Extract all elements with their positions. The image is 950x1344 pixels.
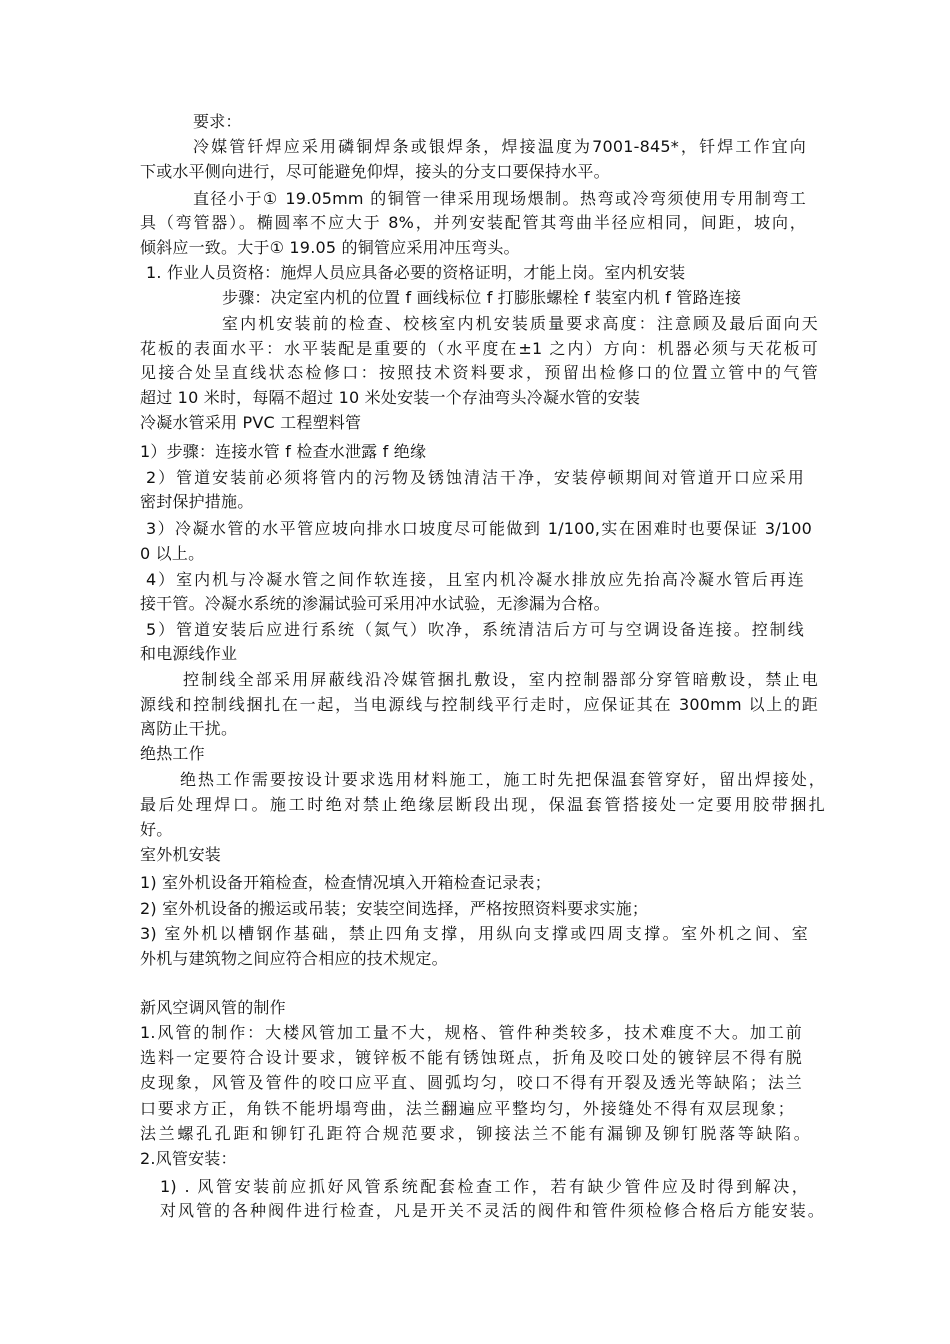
text-line: 1）步骤：连接水管 f 检查水泄露 f 绝缘 xyxy=(140,442,427,461)
text-line: 选料一定要符合设计要求，镀锌板不能有锈蚀斑点，折角及咬口处的镀锌层不得有脱 xyxy=(140,1048,802,1067)
text-line: 4）室内机与冷凝水管之间作软连接，且室内机冷凝水排放应先抬高冷凝水管后再连 xyxy=(146,570,804,589)
text-line: 2.风管安装： xyxy=(140,1149,237,1168)
text-line: 对风管的各种阀件进行检查，凡是开关不灵活的阀件和管件须检修合格后方能安装。 xyxy=(160,1201,824,1220)
text-line: 新风空调风管的制作 xyxy=(140,998,286,1017)
text-line: 密封保护措施。 xyxy=(140,492,254,511)
text-line: 下或水平侧向进行，尽可能避免仰焊，接头的分支口要保持水平。 xyxy=(140,162,610,181)
text-line: 超过 10 米时，每隔不超过 10 米处安装一个存油弯头冷凝水管的安装 xyxy=(140,388,641,407)
text-line: 绝热工作 xyxy=(140,744,205,763)
text-line: 见接合处呈直线状态检修口：按照技术资料要求，预留出检修口的位置立管中的气管 xyxy=(140,363,818,382)
text-line: 1. 作业人员资格：施焊人员应具备必要的资格证明，才能上岗。室内机安装 xyxy=(146,263,686,282)
text-line: 花板的表面水平：水平装配是重要的（水平度在±1 之内）方向：机器必须与天花板可 xyxy=(140,339,818,358)
text-line: 接干管。冷凝水系统的渗漏试验可采用冲水试验，无渗漏为合格。 xyxy=(140,594,610,613)
text-line: 室外机安装 xyxy=(140,845,222,864)
text-line: 3) 室外机以槽钢作基础，禁止四角支撑，用纵向支撑或四周支撑。室外机之间、室 xyxy=(140,924,808,943)
text-line: 倾斜应一致。大于① 19.05 的铜管应采用冲压弯头。 xyxy=(140,238,520,257)
text-line: 离防止干扰。 xyxy=(140,719,238,738)
text-line: 直径小于① 19.05mm 的铜管一律采用现场煨制。热弯或冷弯须使用专用制弯工 xyxy=(193,189,806,208)
text-line: 2）管道安装前必须将管内的污物及锈蚀清洁干净，安装停顿期间对管道开口应采用 xyxy=(146,468,804,487)
text-line: 2) 室外机设备的搬运或吊装；安装空间选择，严格按照资料要求实施； xyxy=(140,899,649,918)
text-line: 1) 室外机设备开箱检查，检查情况填入开箱检查记录表； xyxy=(140,873,551,892)
text-line: 皮现象，风管及管件的咬口应平直、圆弧均匀，咬口不得有开裂及透光等缺陷；法兰 xyxy=(140,1073,802,1092)
text-line: 3）冷凝水管的水平管应坡向排水口坡度尽可能做到 1/100,实在困难时也要保证 3/100 xyxy=(146,519,812,538)
text-line: 口要求方正，角铁不能坍塌弯曲，法兰翻遍应平整均匀，外接缝处不得有双层现象； xyxy=(140,1099,794,1118)
text-line: 冷凝水管采用 PVC 工程塑料管 xyxy=(140,413,362,432)
text-line: 法兰螺孔孔距和铆钉孔距符合规范要求，铆接法兰不能有漏铆及铆钉脱落等缺陷。 xyxy=(140,1124,810,1143)
text-line: 最后处理焊口。施工时绝对禁止绝缘层断段出现，保温套管搭接处一定要用胶带捆扎 xyxy=(140,795,825,814)
text-line: 1) . 风管安装前应抓好风管系统配套检查工作，若有缺少管件应及时得到解决， xyxy=(160,1177,808,1196)
text-line: 1.风管的制作：大楼风管加工量不大，规格、管件种类较多，技术难度不大。加工前 xyxy=(140,1023,802,1042)
text-line: 0 以上。 xyxy=(140,544,205,563)
text-line: 外机与建筑物之间应符合相应的技术规定。 xyxy=(140,949,448,968)
text-line: 要求： xyxy=(193,112,242,131)
text-line: 控制线全部采用屏蔽线沿冷媒管捆扎敷设，室内控制器部分穿管暗敷设，禁止电 xyxy=(183,670,818,689)
text-line: 好。 xyxy=(140,820,173,839)
text-line: 5）管道安装后应进行系统（氮气）吹净，系统清洁后方可与空调设备连接。控制线 xyxy=(146,620,804,639)
text-line: 冷媒管钎焊应采用磷铜焊条或银焊条，焊接温度为7001-845*，钎焊工作宜向 xyxy=(193,137,806,156)
text-line: 绝热工作需要按设计要求选用材料施工，施工时先把保温套管穿好，留出焊接处， xyxy=(180,770,825,789)
text-line: 和电源线作业 xyxy=(140,644,238,663)
text-line: 室内机安装前的检查、校核室内机安装质量要求高度：注意顾及最后面向天 xyxy=(222,314,818,333)
text-line: 步骤：决定室内机的位置 f 画线标位 f 打膨胀螺栓 f 装室内机 f 管路连接 xyxy=(222,288,742,307)
text-line: 具（弯管器）。椭圆率不应大于 8%，并列安装配管其弯曲半径应相同，间距，坡向， xyxy=(140,213,806,232)
text-line: 源线和控制线捆扎在一起，当电源线与控制线平行走时，应保证其在 300mm 以上的距 xyxy=(140,695,818,714)
